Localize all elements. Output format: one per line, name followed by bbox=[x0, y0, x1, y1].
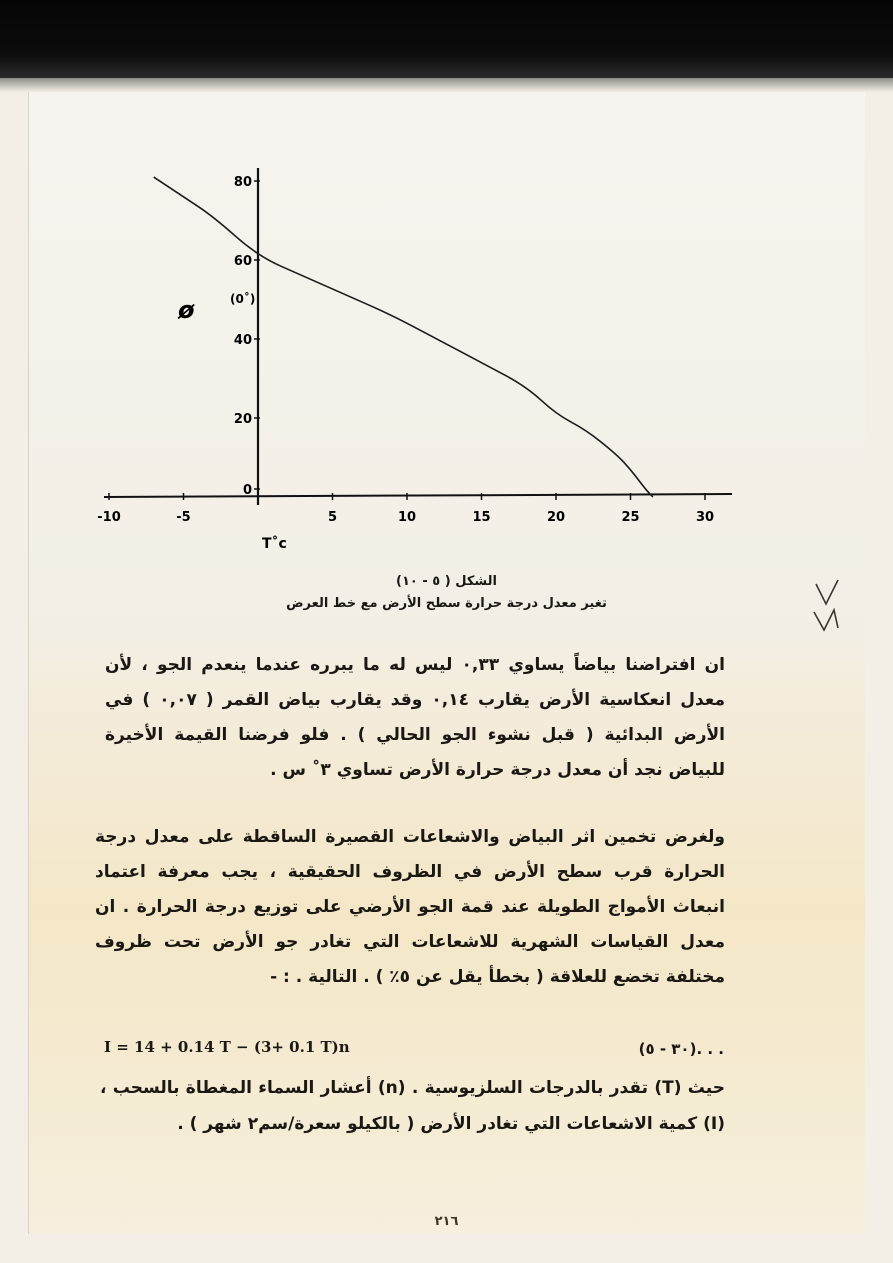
paragraph-variables: حيث (T) تقدر بالدرجات السلزيوسية . (n) أعشار السماء المغطاة بالسحب ، (I) كمية الاشعاعات التي تغادر الأرض ( بالكيلو سعرة/سم٢ شهر ) . bbox=[100, 1078, 725, 1134]
paragraph-albedo: ان افتراضنا بياضاً يساوي ٠,٣٣ ليس له ما يبرره عندما ينعدم الجو ، لأن معدل انعكاسية الأرض يقارب ٠,١٤ وقد يقارب بياض القمر ( ٠,٠٧ ) في الأرض البدائية ( قبل نشوء الجو الحالي ) . فلو فرضنا القيمة الأخيرة للبياض نجد أن معدل درجة حرارة الأرض تساوي ٣˚ س . bbox=[105, 655, 725, 780]
data-series-line bbox=[154, 177, 653, 497]
x-tick-label: 10 bbox=[397, 510, 417, 525]
x-tick-label: 25 bbox=[621, 510, 640, 525]
chart-marks bbox=[154, 177, 653, 497]
figure-caption: تغير معدل درجة حرارة سطح الأرض مع خط العرض bbox=[286, 596, 607, 611]
y-tick-label: 20 bbox=[233, 412, 252, 427]
x-tick-label: -5 bbox=[176, 510, 191, 525]
y-tick-label: 0 bbox=[242, 483, 252, 498]
equation: I = 14 + 0.14 T − (3+ 0.1 T)n bbox=[104, 1038, 350, 1056]
y-tick-label: 40 bbox=[233, 333, 252, 348]
x-tick-label: 5 bbox=[327, 510, 338, 525]
x-tick-label: 30 bbox=[695, 510, 715, 525]
x-axis-label: T˚c bbox=[262, 536, 287, 552]
equation-number: . . .(٣٠ - ٥) bbox=[638, 1040, 724, 1058]
x-tick-label: 20 bbox=[546, 510, 566, 525]
chart-svg bbox=[0, 0, 893, 560]
figure-number: الشكل ( ٥ - ١٠) bbox=[396, 574, 497, 589]
page-number: ٢١٦ bbox=[434, 1214, 459, 1229]
y-axis-unit: (0˚) bbox=[230, 292, 256, 306]
x-tick-label: 15 bbox=[472, 510, 491, 525]
x-tick-label: -10 bbox=[97, 510, 121, 525]
chart-axes bbox=[104, 168, 732, 505]
handwritten-margin-mark bbox=[808, 578, 848, 638]
x-axis-line bbox=[104, 494, 732, 497]
y-tick-label: 80 bbox=[233, 175, 252, 190]
chart-ticks bbox=[97, 175, 714, 525]
y-tick-label: 60 bbox=[233, 254, 252, 269]
y-axis-symbol: ø bbox=[178, 296, 195, 324]
paragraph-radiation: ولغرض تخمين اثر البياض والاشعاعات القصيرة الساقطة على معدل درجة الحرارة قرب سطح الأرض في الظروف الحقيقية ، يجب معرفة اعتماد انبعاث الأمواج الطويلة عند قمة الجو الأرضي على توزيع درجة الحرارة . ان معدل القياسات الشهرية للاشعاعات التي تغادر جو الأرض تحت ظروف مختلفة تخضع للعلاقة ( بخطأ يقل عن ٥٪ ) . التالية . : - bbox=[95, 827, 725, 987]
figure-chart bbox=[0, 0, 893, 564]
